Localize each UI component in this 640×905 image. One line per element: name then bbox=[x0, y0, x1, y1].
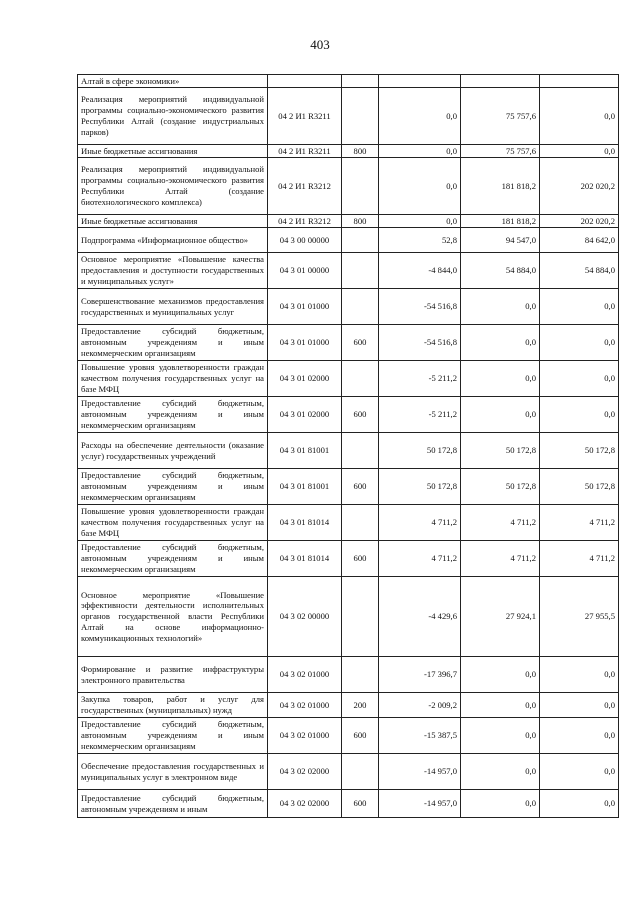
table-row bbox=[78, 397, 619, 433]
amount-1: -54 516,8 bbox=[379, 289, 461, 325]
amount-1: 0,0 bbox=[379, 215, 461, 228]
row-name: Обеспечение предоставления государственных и муниципальных услуг в электронном виде bbox=[78, 754, 268, 790]
table-row bbox=[78, 505, 619, 541]
row-name: Совершенствование механизмов предоставления государственных и муниципальных услуг bbox=[78, 289, 268, 325]
table-row bbox=[78, 215, 619, 228]
amount-3: 0,0 bbox=[540, 397, 619, 433]
expense-type bbox=[342, 361, 379, 397]
amount-2: 4 711,2 bbox=[461, 505, 540, 541]
row-name: Повышение уровня удовлетворенности граждан качеством получения государственных услуг на базе МФЦ bbox=[78, 505, 268, 541]
amount-2: 0,0 bbox=[461, 754, 540, 790]
expense-type: 600 bbox=[342, 718, 379, 754]
target-code: 04 2 И1 R3212 bbox=[268, 158, 342, 215]
row-name: Повышение уровня удовлетворенности граждан качеством получения государственных услуг на базе МФЦ bbox=[78, 361, 268, 397]
amount-1: 0,0 bbox=[379, 158, 461, 215]
expense-type: 800 bbox=[342, 215, 379, 228]
row-name: Основное мероприятие «Повышение эффективности деятельности исполнительных органов государственной власти Республики Алтай на основе информационно-коммуникационных технологий» bbox=[78, 577, 268, 657]
row-name: Предоставление субсидий бюджетным, автономным учреждениям и иным bbox=[78, 790, 268, 818]
expense-type bbox=[342, 657, 379, 693]
amount-1: -4 429,6 bbox=[379, 577, 461, 657]
target-code: 04 3 01 01000 bbox=[268, 289, 342, 325]
amount-3: 0,0 bbox=[540, 754, 619, 790]
amount-3: 0,0 bbox=[540, 289, 619, 325]
amount-1: 52,8 bbox=[379, 228, 461, 253]
table-row bbox=[78, 145, 619, 158]
row-name: Расходы на обеспечение деятельности (оказание услуг) государственных учреждений bbox=[78, 433, 268, 469]
expense-type bbox=[342, 158, 379, 215]
expense-type bbox=[342, 253, 379, 289]
target-code: 04 2 И1 R3211 bbox=[268, 88, 342, 145]
table-row bbox=[78, 75, 619, 88]
amount-1: 4 711,2 bbox=[379, 505, 461, 541]
amount-2: 0,0 bbox=[461, 657, 540, 693]
target-code: 04 3 02 01000 bbox=[268, 693, 342, 718]
amount-3 bbox=[540, 75, 619, 88]
amount-2: 0,0 bbox=[461, 289, 540, 325]
amount-1: 0,0 bbox=[379, 88, 461, 145]
amount-1: 50 172,8 bbox=[379, 433, 461, 469]
target-code: 04 3 02 02000 bbox=[268, 790, 342, 818]
target-code: 04 3 01 81001 bbox=[268, 433, 342, 469]
amount-1: -17 396,7 bbox=[379, 657, 461, 693]
target-code: 04 3 02 01000 bbox=[268, 657, 342, 693]
amount-2: 54 884,0 bbox=[461, 253, 540, 289]
expense-type: 800 bbox=[342, 145, 379, 158]
amount-1: -15 387,5 bbox=[379, 718, 461, 754]
amount-2: 4 711,2 bbox=[461, 541, 540, 577]
amount-3: 202 020,2 bbox=[540, 158, 619, 215]
target-code: 04 2 И1 R3211 bbox=[268, 145, 342, 158]
expense-type: 600 bbox=[342, 325, 379, 361]
expense-type bbox=[342, 505, 379, 541]
table-row bbox=[78, 158, 619, 215]
amount-1: -5 211,2 bbox=[379, 397, 461, 433]
row-name: Предоставление субсидий бюджетным, автономным учреждениям и иным некоммерческим организациям bbox=[78, 397, 268, 433]
row-name: Иные бюджетные ассигнования bbox=[78, 145, 268, 158]
expense-type bbox=[342, 433, 379, 469]
table-row bbox=[78, 88, 619, 145]
table-row bbox=[78, 253, 619, 289]
row-name: Алтай в сфере экономики» bbox=[78, 75, 268, 88]
amount-2: 0,0 bbox=[461, 397, 540, 433]
amount-3: 0,0 bbox=[540, 88, 619, 145]
expense-type bbox=[342, 228, 379, 253]
amount-2: 50 172,8 bbox=[461, 433, 540, 469]
amount-2: 0,0 bbox=[461, 325, 540, 361]
amount-1: -5 211,2 bbox=[379, 361, 461, 397]
target-code: 04 3 02 00000 bbox=[268, 577, 342, 657]
amount-1: 50 172,8 bbox=[379, 469, 461, 505]
target-code: 04 3 01 00000 bbox=[268, 253, 342, 289]
row-name: Предоставление субсидий бюджетным, автономным учреждениям и иным некоммерческим организациям bbox=[78, 469, 268, 505]
amount-2: 94 547,0 bbox=[461, 228, 540, 253]
expense-type: 600 bbox=[342, 541, 379, 577]
expense-type bbox=[342, 289, 379, 325]
amount-3: 0,0 bbox=[540, 657, 619, 693]
expense-type bbox=[342, 88, 379, 145]
amount-2: 181 818,2 bbox=[461, 215, 540, 228]
row-name: Иные бюджетные ассигнования bbox=[78, 215, 268, 228]
target-code: 04 3 02 01000 bbox=[268, 718, 342, 754]
target-code: 04 3 01 81001 bbox=[268, 469, 342, 505]
amount-3: 0,0 bbox=[540, 145, 619, 158]
expense-type: 200 bbox=[342, 693, 379, 718]
amount-3: 50 172,8 bbox=[540, 433, 619, 469]
page-number: 403 bbox=[310, 37, 330, 52]
amount-1: 0,0 bbox=[379, 145, 461, 158]
row-name: Реализация мероприятий индивидуальной программы социально-экономического развития Республики Алтай (создание индустриальных парков) bbox=[78, 88, 268, 145]
row-name: Закупка товаров, работ и услуг для государственных (муниципальных) нужд bbox=[78, 693, 268, 718]
amount-3: 0,0 bbox=[540, 325, 619, 361]
amount-2: 0,0 bbox=[461, 693, 540, 718]
table-row bbox=[78, 228, 619, 253]
amount-1: 4 711,2 bbox=[379, 541, 461, 577]
target-code: 04 3 01 02000 bbox=[268, 361, 342, 397]
table-row bbox=[78, 577, 619, 657]
amount-2: 181 818,2 bbox=[461, 158, 540, 215]
amount-2: 0,0 bbox=[461, 790, 540, 818]
row-name: Предоставление субсидий бюджетным, автономным учреждениям и иным некоммерческим организациям bbox=[78, 325, 268, 361]
target-code: 04 3 01 02000 bbox=[268, 397, 342, 433]
amount-3: 0,0 bbox=[540, 790, 619, 818]
amount-2: 0,0 bbox=[461, 361, 540, 397]
table-row bbox=[78, 754, 619, 790]
amount-1 bbox=[379, 75, 461, 88]
table-row bbox=[78, 289, 619, 325]
amount-1: -4 844,0 bbox=[379, 253, 461, 289]
target-code: 04 3 01 81014 bbox=[268, 541, 342, 577]
expense-type bbox=[342, 75, 379, 88]
amount-1: -54 516,8 bbox=[379, 325, 461, 361]
expense-type: 600 bbox=[342, 469, 379, 505]
table-row bbox=[78, 790, 619, 818]
amount-3: 54 884,0 bbox=[540, 253, 619, 289]
amount-3: 202 020,2 bbox=[540, 215, 619, 228]
amount-3: 4 711,2 bbox=[540, 505, 619, 541]
row-name: Предоставление субсидий бюджетным, автономным учреждениям и иным некоммерческим организациям bbox=[78, 541, 268, 577]
amount-2: 75 757,6 bbox=[461, 145, 540, 158]
amount-2: 0,0 bbox=[461, 718, 540, 754]
amount-1: -2 009,2 bbox=[379, 693, 461, 718]
target-code: 04 3 00 00000 bbox=[268, 228, 342, 253]
budget-table bbox=[77, 74, 619, 818]
amount-1: -14 957,0 bbox=[379, 754, 461, 790]
amount-3: 0,0 bbox=[540, 693, 619, 718]
amount-2: 50 172,8 bbox=[461, 469, 540, 505]
amount-1: -14 957,0 bbox=[379, 790, 461, 818]
amount-3: 0,0 bbox=[540, 361, 619, 397]
target-code: 04 3 02 02000 bbox=[268, 754, 342, 790]
row-name: Подпрограмма «Информационное общество» bbox=[78, 228, 268, 253]
table-row bbox=[78, 469, 619, 505]
amount-3: 50 172,8 bbox=[540, 469, 619, 505]
expense-type: 600 bbox=[342, 397, 379, 433]
expense-type: 600 bbox=[342, 790, 379, 818]
row-name: Реализация мероприятий индивидуальной программы социально-экономического развития Республики Алтай (создание биотехнологического комплекса) bbox=[78, 158, 268, 215]
table-row bbox=[78, 657, 619, 693]
row-name: Формирование и развитие инфраструктуры электронного правительства bbox=[78, 657, 268, 693]
expense-type bbox=[342, 754, 379, 790]
target-code: 04 2 И1 R3212 bbox=[268, 215, 342, 228]
table-row bbox=[78, 433, 619, 469]
target-code bbox=[268, 75, 342, 88]
table-row bbox=[78, 325, 619, 361]
amount-3: 27 955,5 bbox=[540, 577, 619, 657]
row-name: Предоставление субсидий бюджетным, автономным учреждениям и иным некоммерческим организациям bbox=[78, 718, 268, 754]
expense-type bbox=[342, 577, 379, 657]
table-row bbox=[78, 718, 619, 754]
target-code: 04 3 01 81014 bbox=[268, 505, 342, 541]
row-name: Основное мероприятие «Повышение качества предоставления и доступности государственных и муниципальных услуг» bbox=[78, 253, 268, 289]
amount-3: 4 711,2 bbox=[540, 541, 619, 577]
table-row bbox=[78, 361, 619, 397]
table-row bbox=[78, 693, 619, 718]
amount-3: 84 642,0 bbox=[540, 228, 619, 253]
amount-3: 0,0 bbox=[540, 718, 619, 754]
target-code: 04 3 01 01000 bbox=[268, 325, 342, 361]
amount-2 bbox=[461, 75, 540, 88]
amount-2: 75 757,6 bbox=[461, 88, 540, 145]
table-row bbox=[78, 541, 619, 577]
amount-2: 27 924,1 bbox=[461, 577, 540, 657]
